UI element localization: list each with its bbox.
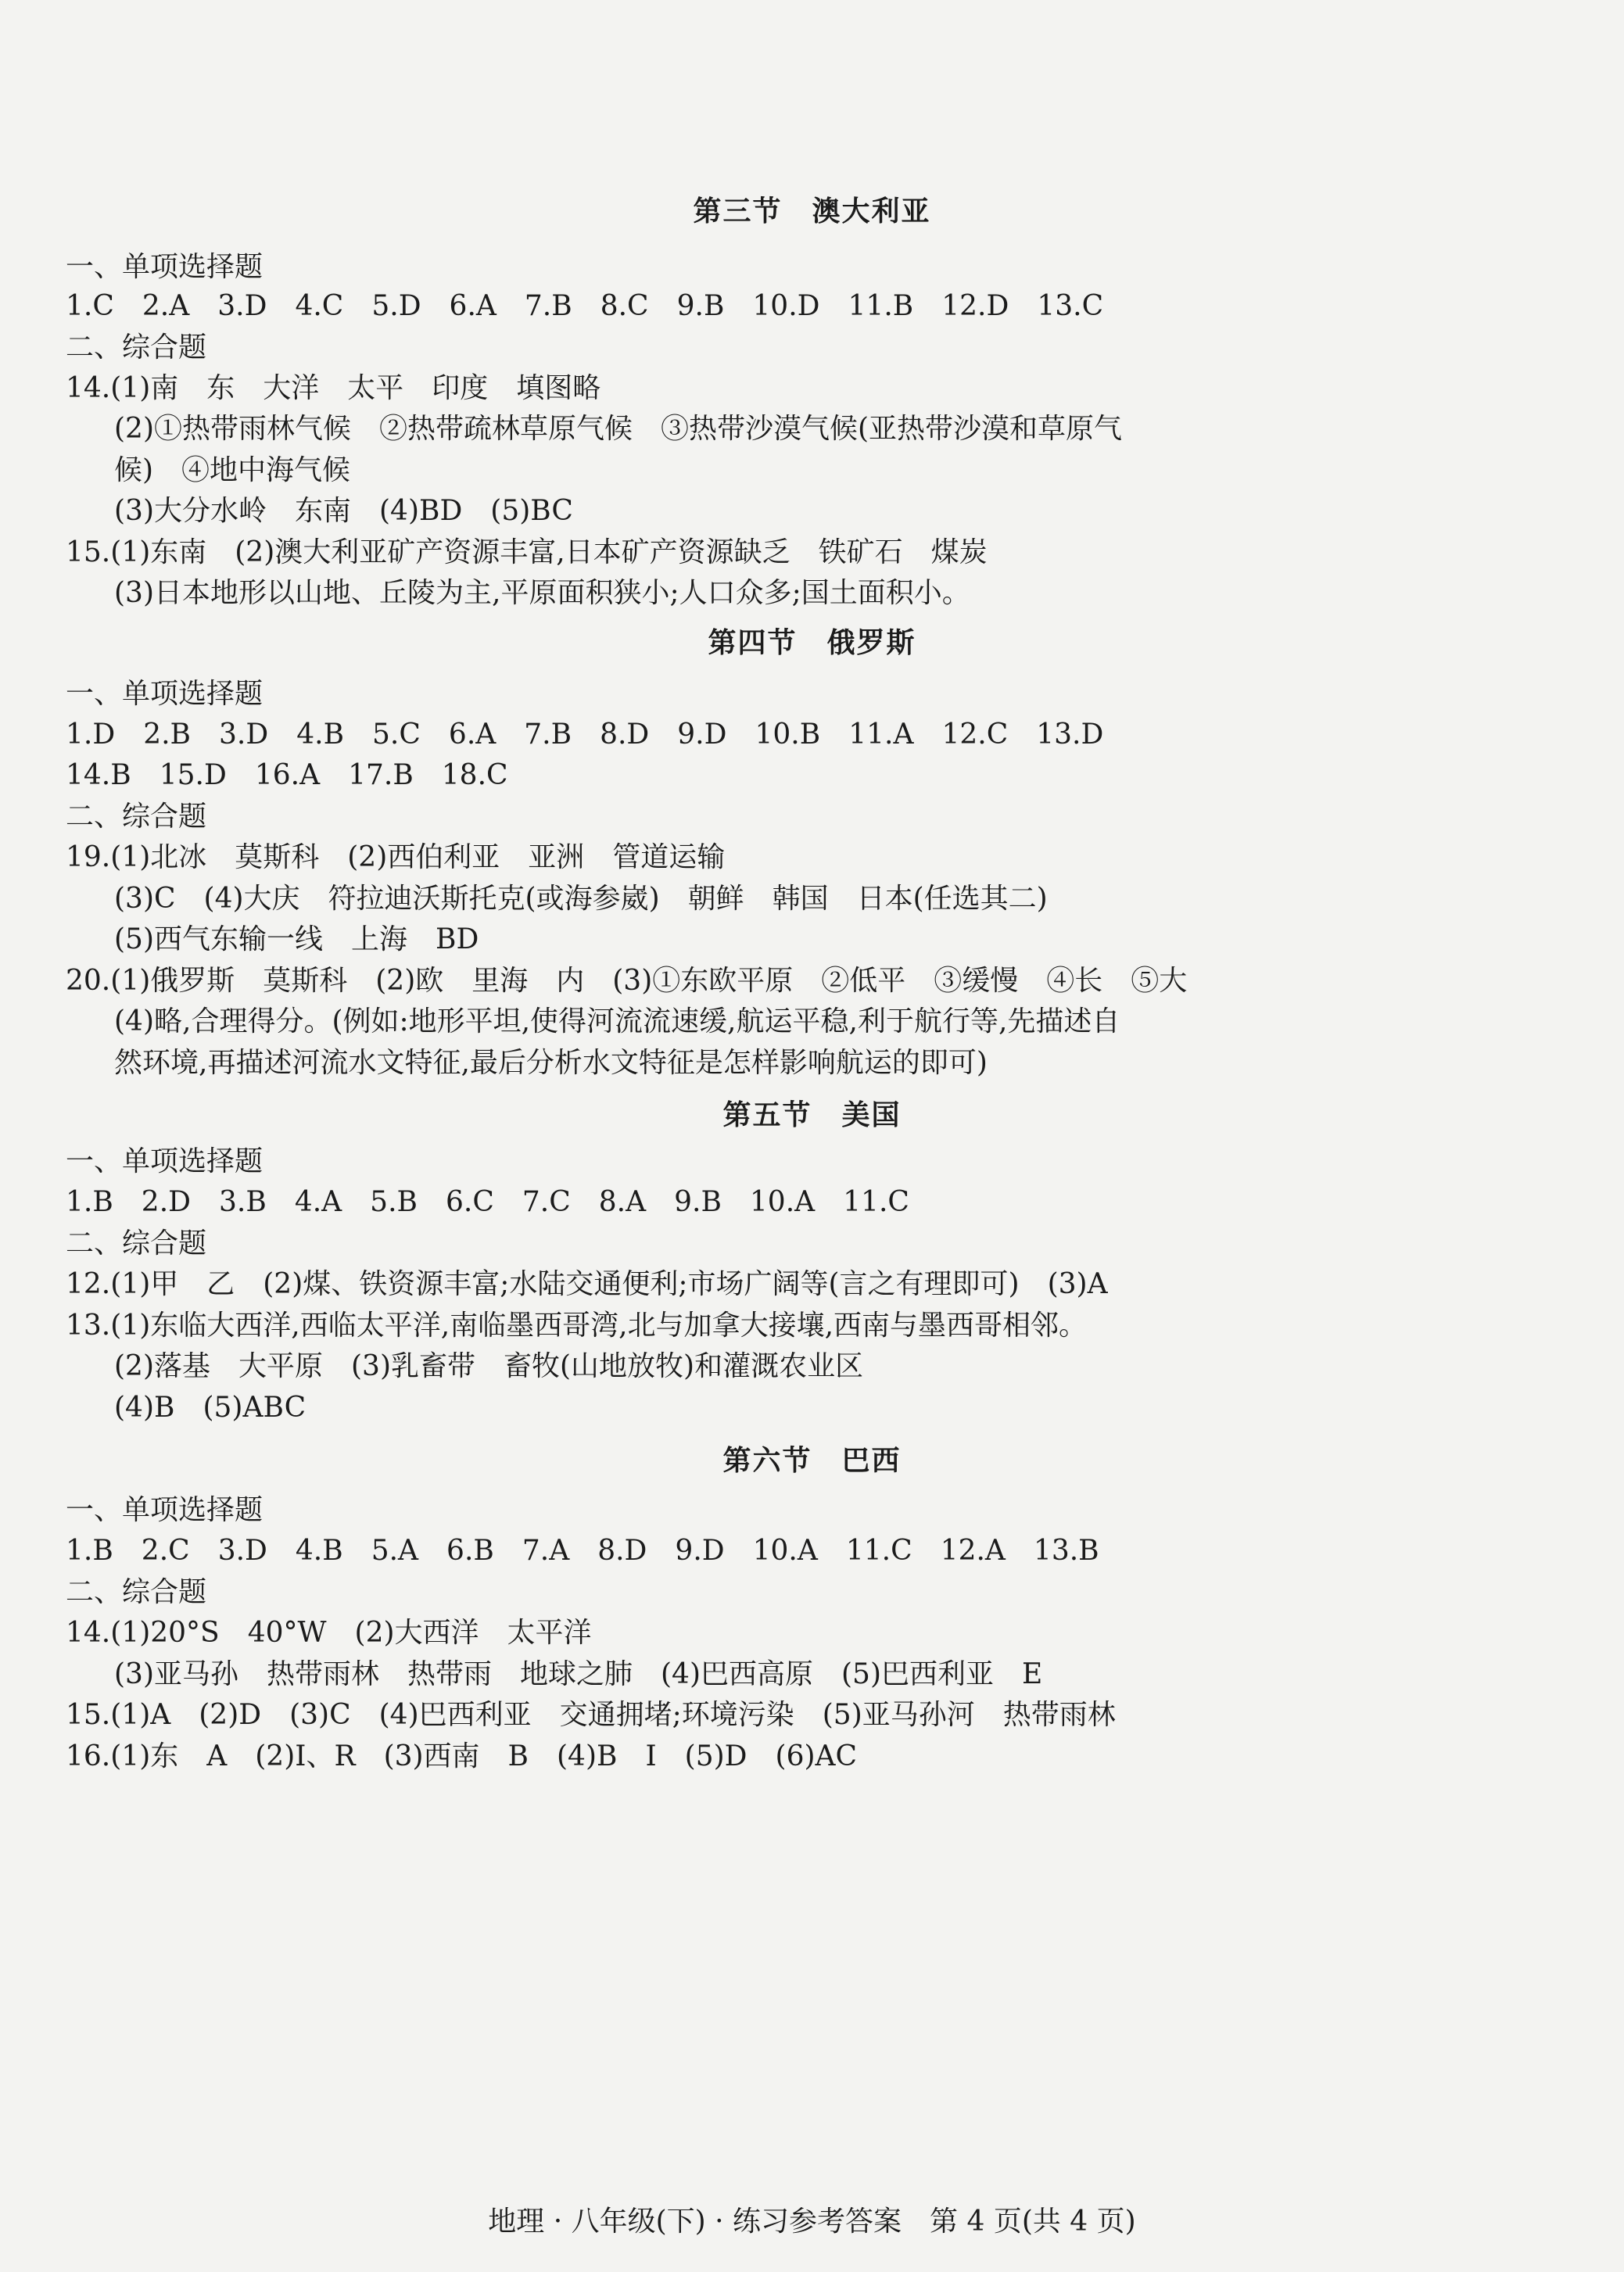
section-title-brazil: 第六节 巴西 <box>722 1444 902 1477</box>
section-heading: 二、综合题 <box>66 1227 207 1260</box>
answer-line: 候) ④地中海气候 <box>114 454 351 486</box>
answer-line: 然环境,再描述河流水文特征,最后分析水文特征是怎样影响航运的即可) <box>114 1047 988 1079</box>
section-heading: 一、单项选择题 <box>66 678 263 710</box>
answer-line: (4)B (5)ABC <box>114 1392 307 1424</box>
section-heading: 二、综合题 <box>66 1576 207 1608</box>
answer-line: 14.(1)南 东 大洋 太平 印度 填图略 <box>66 372 601 404</box>
section-heading: 二、综合题 <box>66 331 207 364</box>
answer-line: 14.(1)20°S 40°W (2)大西洋 太平洋 <box>66 1617 592 1649</box>
answer-line: 13.(1)东临大西洋,西临太平洋,南临墨西哥湾,北与加拿大接壤,西南与墨西哥相邻。 <box>66 1310 1088 1342</box>
answer-line: 1.D 2.B 3.D 4.B 5.C 6.A 7.B 8.D 9.D 10.B 11.A 12.C 13.D <box>66 719 1104 751</box>
section-title-australia: 第三节 澳大利亚 <box>693 195 931 228</box>
answer-line: 15.(1)东南 (2)澳大利亚矿产资源丰富,日本矿产资源缺乏 铁矿石 煤炭 <box>66 536 988 568</box>
answer-line: 1.B 2.D 3.B 4.A 5.B 6.C 7.C 8.A 9.B 10.A 11.C <box>66 1186 909 1218</box>
answer-line: 1.B 2.C 3.D 4.B 5.A 6.B 7.A 8.D 9.D 10.A 11.C 12.A 13.B <box>66 1535 1099 1567</box>
answer-line: 20.(1)俄罗斯 莫斯科 (2)欧 里海 内 (3)①东欧平原 ②低平 ③缓慢 ④长 ⑤大 <box>66 965 1188 997</box>
section-heading: 一、单项选择题 <box>66 251 263 283</box>
answer-line: (3)亚马孙 热带雨林 热带雨 地球之肺 (4)巴西高原 (5)巴西利亚 E <box>114 1658 1043 1690</box>
answer-line: 1.C 2.A 3.D 4.C 5.D 6.A 7.B 8.C 9.B 10.D 11.B 12.D 13.C <box>66 290 1104 322</box>
answer-line: (3)大分水岭 东南 (4)BD (5)BC <box>114 495 573 527</box>
section-title-russia: 第四节 俄罗斯 <box>708 626 916 659</box>
answer-line: 16.(1)东 A (2)I、R (3)西南 B (4)B I (5)D (6)AC <box>66 1740 858 1772</box>
answer-line: 19.(1)北冰 莫斯科 (2)西伯利亚 亚洲 管道运输 <box>66 841 726 873</box>
answer-line: (3)C (4)大庆 符拉迪沃斯托克(或海参崴) 朝鲜 韩国 日本(任选其二) <box>114 883 1048 915</box>
answer-line: 12.(1)甲 乙 (2)煤、铁资源丰富;水陆交通便利;市场广阔等(言之有理即可) (3)A <box>66 1268 1108 1300</box>
answer-line: (2)落基 大平原 (3)乳畜带 畜牧(山地放牧)和灌溉农业区 <box>114 1350 864 1382</box>
answer-line: (4)略,合理得分。(例如:地形平坦,使得河流流速缓,航运平稳,利于航行等,先描述自 <box>114 1005 1120 1037</box>
section-heading: 二、综合题 <box>66 801 207 833</box>
section-title-usa: 第五节 美国 <box>722 1098 902 1131</box>
answer-line: 15.(1)A (2)D (3)C (4)巴西利亚 交通拥堵;环境污染 (5)亚马孙河 热带雨林 <box>66 1699 1116 1731</box>
answer-line: (2)①热带雨林气候 ②热带疏林草原气候 ③热带沙漠气候(亚热带沙漠和草原气 <box>114 413 1123 445</box>
answer-line: (5)西气东输一线 上海 BD <box>114 923 479 955</box>
section-heading: 一、单项选择题 <box>66 1145 263 1177</box>
answer-line: 14.B 15.D 16.A 17.B 18.C <box>66 759 508 791</box>
answer-line: (3)日本地形以山地、丘陵为主,平原面积狭小;人口众多;国土面积小。 <box>114 577 970 609</box>
section-heading: 一、单项选择题 <box>66 1494 263 1526</box>
page-footer: 地理 · 八年级(下) · 练习参考答案 第 4 页(共 4 页) <box>488 2206 1136 2238</box>
